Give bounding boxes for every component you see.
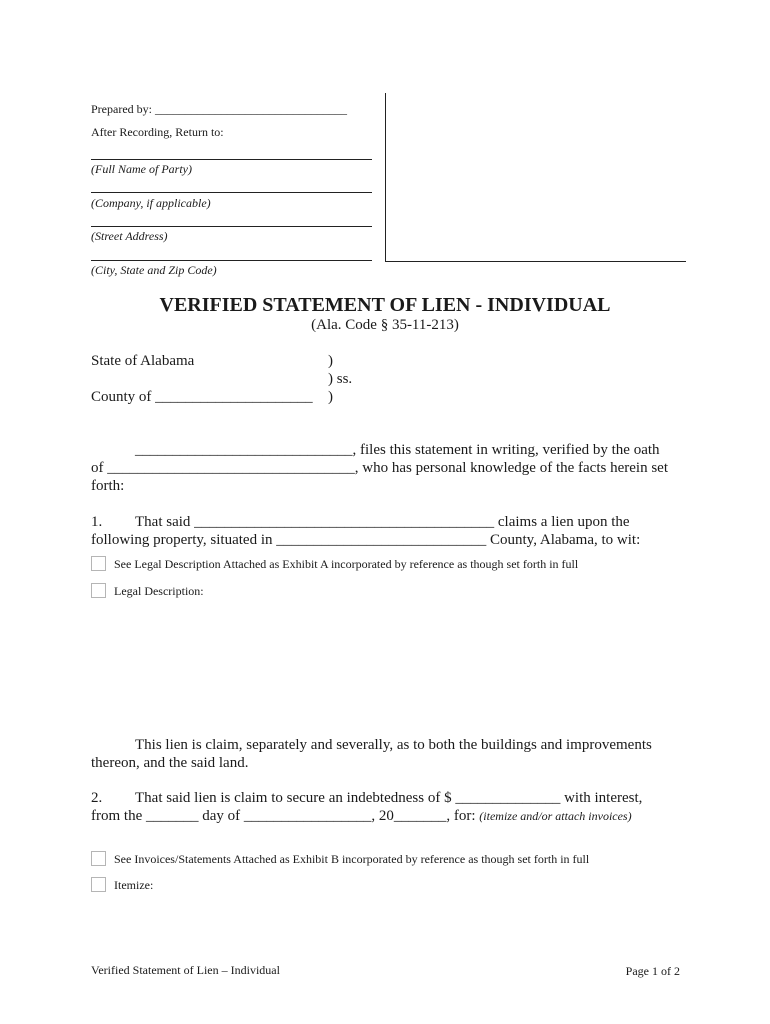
page-number: Page 1 of 2 — [625, 964, 680, 978]
item-2-line-2-text: from the _______ day of _________________, 20_______, for: — [91, 808, 480, 824]
intro-line-1: _____________________________, files this statement in writing, verified by the oath — [135, 442, 660, 458]
company-caption: (Company, if applicable) — [91, 196, 211, 210]
full-name-line[interactable] — [91, 159, 372, 160]
lien-claim-line-2: thereon, and the said land. — [91, 755, 249, 771]
item-1-number: 1. — [91, 514, 103, 530]
prepared-by-label: Prepared by: ________________________________ — [91, 102, 347, 116]
venue-county: County of _____________________ — [91, 389, 313, 405]
intro-line-3: forth: — [91, 478, 125, 494]
street-line[interactable] — [91, 226, 372, 227]
after-recording-label: After Recording, Return to: — [91, 125, 224, 139]
venue-state: State of Alabama — [91, 353, 195, 369]
full-name-caption: (Full Name of Party) — [91, 162, 192, 176]
item-2-note: (itemize and/or attach invoices) — [479, 809, 632, 823]
legal-description-label: Legal Description: — [114, 584, 204, 598]
city-line[interactable] — [91, 260, 372, 261]
city-caption: (City, State and Zip Code) — [91, 263, 217, 277]
street-caption: (Street Address) — [91, 229, 168, 243]
exhibit-b-checkbox[interactable] — [91, 851, 106, 866]
recording-box-bottom-line — [385, 261, 686, 262]
company-line[interactable] — [91, 192, 372, 193]
document-title: VERIFIED STATEMENT OF LIEN - INDIVIDUAL — [159, 294, 611, 316]
itemize-checkbox[interactable] — [91, 877, 106, 892]
item-1-line-1: That said ________________________________________ claims a lien upon the — [135, 514, 630, 530]
recording-box-vertical-line — [385, 93, 386, 262]
venue-paren-1: ) — [328, 353, 333, 369]
legal-description-checkbox[interactable] — [91, 583, 106, 598]
item-2-line-2 — [91, 808, 632, 825]
item-2-line-1: That said lien is claim to secure an indebtedness of $ ______________ with interest, — [135, 790, 643, 806]
exhibit-a-label: See Legal Description Attached as Exhibit A incorporated by reference as though set forth in full — [114, 557, 579, 571]
intro-line-2: of _________________________________, who has personal knowledge of the facts herein set — [91, 460, 668, 476]
exhibit-a-checkbox[interactable] — [91, 556, 106, 571]
lien-claim-line-1: This lien is claim, separately and severally, as to both the buildings and improvements — [135, 737, 652, 753]
venue-paren-3: ) — [328, 389, 333, 405]
exhibit-b-label: See Invoices/Statements Attached as Exhibit B incorporated by reference as though set forth in full — [114, 852, 590, 866]
item-2-number: 2. — [91, 790, 103, 806]
document-citation: (Ala. Code § 35-11-213) — [311, 317, 459, 333]
itemize-label: Itemize: — [114, 878, 154, 892]
venue-paren-ss: ) ss. — [328, 371, 353, 387]
item-1-line-2: following property, situated in ____________________________ County, Alabama, to wit: — [91, 532, 641, 548]
footer-title: Verified Statement of Lien – Individual — [91, 963, 280, 977]
